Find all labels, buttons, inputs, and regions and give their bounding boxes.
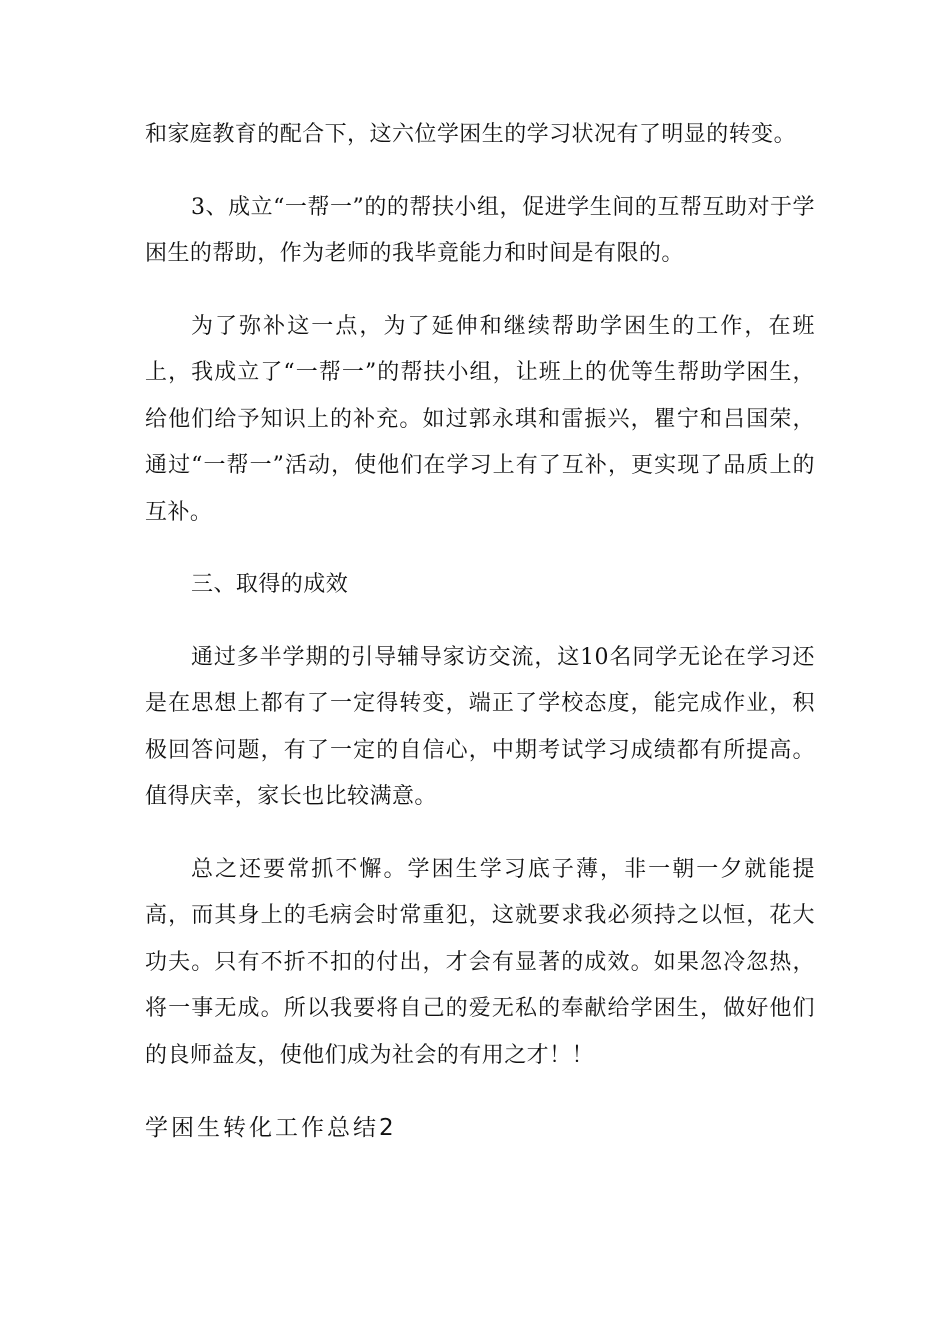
paragraph-item-3: 3、成立“一帮一”的的帮扶小组，促进学生间的互帮互助对于学困生的帮助，作为老师的我毕竟能力和时间是有限的。 xyxy=(145,194,815,266)
paragraph-conclusion: 总之还要常抓不懈。学困生学习底子薄，非一朝一夕就能提高，而其身上的毛病会时常重犯，这就要求我必须持之以恒，花大功夫。只有不折不扣的付出，才会有显著的成效。如果忽冷忽热，将一事无成。所以我要将自己的爱无私的奉献给学困生，做好他们的良师益友，使他们成为社会的有用之才！！ xyxy=(145,856,815,1068)
section-heading-results: 三、取得的成效 xyxy=(191,572,349,597)
paragraph-one-help-one: 为了弥补这一点，为了延伸和继续帮助学困生的工作，在班上，我成立了“一帮一”的帮扶小组，让班上的优等生帮助学困生，给他们给予知识上的补充。如过郭永琪和雷振兴，瞿宁和吕国荣，通过“一帮一”活动，使他们在学习上有了互补，更实现了品质上的互补。 xyxy=(145,313,815,525)
paragraph-continuation: 和家庭教育的配合下，这六位学困生的学习状况有了明显的转变。 xyxy=(145,122,797,147)
next-document-title: 学困生转化工作总结2 xyxy=(145,1115,397,1141)
document-page xyxy=(145,112,815,1151)
paragraph-results: 通过多半学期的引导辅导家访交流，这10名同学无论在学习还是在思想上都有了一定得转变，端正了学校态度，能完成作业，积极回答问题，有了一定的自信心，中期考试学习成绩都有所提高。值得庆幸，家长也比较满意。 xyxy=(145,644,815,809)
